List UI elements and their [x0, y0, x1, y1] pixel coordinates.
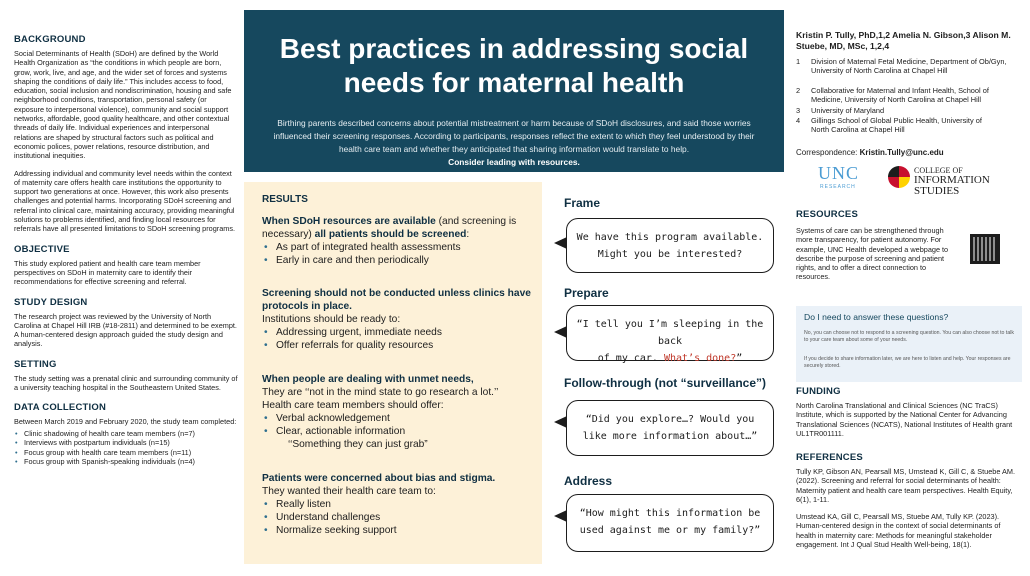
affiliation-number: 3 [796, 106, 801, 115]
results-b3-text-1: They are ‘‘not in the mind state to go research a lot.’’ [262, 387, 499, 398]
faq-answer-1: No, you can choose not to respond to a screening question. You can also choose not to talk to your care team about some of your needs. [804, 330, 1014, 343]
results-b2-item: • Addressing urgent, immediate needs [262, 326, 534, 339]
results-b2-text: Institutions should be ready to: [262, 314, 401, 325]
background-paragraph-1: Social Determinants of Health (SDoH) are defined by the World Health Organization as “the conditions in which people are born, grow, work, live, and age, and the wider set of forces and systems shaping the conditions of daily life.” This includes access to food, education, social inclusion and nondiscrimination, housing and safe neighborhood conditions, transportation, personal safety (or exposure to interpersonal violence), community and social support networks, affordable, good quality healthcare, and other contextual threads of daily life. Individual experiences and interpersonal relations are shaped by structural factors such as political and economic polices, power relations, resource distribution, and institutional inequities. [14, 49, 232, 161]
setting-paragraph: The study setting was a prenatal clinic and surrounding community of a university teaching hospital in the Southeastern United States. [14, 373, 238, 393]
results-b3-text-2: Health care team members should offer: [262, 400, 444, 411]
reference-2: Umstead KA, Gill C, Pearsall MS, Stuebe AM, Tully KP. (2023). Human-centered design in the context of social determinants of health in maternity care: Methods for meaningful stakeholder engagement. Int J Qual Stud Health Well-being, 18(1). [796, 512, 1001, 550]
results-b1-bold-1: When SDoH resources are available [262, 216, 436, 227]
authors-line-2: Stuebe, MD, MSc, 1,2,4 [796, 41, 890, 51]
results-b3-quote: ‘‘Something they can just grab” [288, 439, 428, 450]
affiliation-1 [796, 57, 1022, 76]
results-block-3 [262, 373, 534, 451]
results-b4-item: • Really listen [262, 498, 534, 511]
funding-paragraph: North Carolina Translational and Clinical Sciences (NC TraCS) Institute, which is supported by the National Center for Advancing Translational Sciences (NCATS), National Institutes of Health grant UL1TR001111. [796, 401, 1013, 438]
references-heading: REFERENCES [796, 452, 863, 463]
results-b1-item: • Early in care and then periodically [262, 254, 534, 267]
unc-research-logo [818, 164, 872, 194]
college-logo-line-3: STUDIES [914, 185, 960, 197]
title-line-2: needs for maternal health [343, 67, 685, 98]
affiliation-2 [796, 86, 1022, 105]
follow-bubble [566, 400, 774, 456]
poster-title [244, 32, 784, 100]
results-heading: RESULTS [262, 194, 308, 205]
reference-1: Tully KP, Gibson AN, Pearsall MS, Umstead K, Gill C, & Stuebe AM. (2022). Screening and referral for social determinants of health: Maternity patient and health care team perspectives. Health Equity, 6(1), 1-11. [796, 467, 1015, 504]
affiliation-line: University of North Carolina at Chapel Hill [811, 66, 948, 76]
prepare-line-2a: of my car. [597, 353, 664, 364]
unc-logo-subtext: RESEARCH [820, 184, 856, 190]
affiliation-line: Medicine, University of North Carolina at Chapel Hill [811, 95, 982, 105]
affiliation-number: 1 [796, 57, 801, 66]
funding-section [796, 386, 1022, 446]
results-b3-item: • Clear, actionable information [262, 425, 534, 438]
follow-line-2: like more information about…” [582, 431, 758, 442]
results-b4-item: • Normalize seeking support [262, 524, 534, 537]
results-b3-title [262, 373, 534, 386]
frame-heading: Frame [564, 196, 601, 210]
address-line-1: “How might this information be [579, 508, 761, 519]
prepare-line-2c: ” [736, 353, 743, 364]
affiliation-number: 4 [796, 116, 801, 125]
affiliation-line: Gillings School of Global Public Health, University of [811, 116, 982, 125]
affiliation-line: University of Maryland [811, 106, 885, 115]
resources-paragraph: Systems of care can be strengthened through more transparency, for patient autonomy. For example, UNC Health developed a webpage to describe the purpose of screening and patient rights, and to offer a direct connection to resources. [796, 226, 949, 282]
prepare-line-2b: What’s done? [663, 353, 737, 364]
results-b2-title [262, 287, 534, 313]
objective-paragraph: This study explored patient and health care team member perspectives on SDoH in maternity care to identify their recommendations for effective screening and referral. [14, 258, 201, 287]
faq-answer-2: If you decide to share information later, we are here to listen and help. Your responses are securely stored. [804, 356, 1011, 369]
results-block-2 [262, 287, 534, 352]
unc-logo-text: UNC [818, 163, 860, 183]
authors-line-1: Kristin P. Tully, PhD,1,2 Amelia N. Gibson,3 Alison M. [796, 30, 1011, 40]
results-panel [244, 182, 542, 564]
data-collection-heading: DATA COLLECTION [14, 402, 107, 414]
references-section [796, 452, 1022, 557]
college-logo-line-2: INFORMATION [914, 174, 990, 186]
college-of-information-studies-logo [914, 166, 1010, 197]
results-b4-item: • Understand challenges [262, 511, 534, 524]
address-line-2: used against me or my family?” [579, 525, 761, 536]
results-b4-text: They wanted their health care team to: [262, 486, 436, 497]
correspondence-label: Correspondence: [796, 148, 860, 157]
address-bubble [566, 494, 774, 552]
results-b4-bold: Patients were concerned about bias and stigma. [262, 473, 496, 484]
results-b1-plain: (and screening is necessary) [262, 216, 517, 240]
faq-question: Do I need to answer these questions? [804, 312, 949, 322]
frame-line-2: Might you be interested? [597, 249, 743, 260]
results-b3-bold: When people are dealing with unmet needs, [262, 374, 474, 385]
data-collection-paragraph: Between March 2019 and February 2020, the study team completed: [14, 417, 237, 427]
college-logo-line-1: COLLEGE OF [914, 166, 963, 175]
objective-heading: OBJECTIVE [14, 243, 70, 255]
affiliation-4 [796, 116, 1022, 135]
data-collection-item: • Interviews with postpartum individuals (n=15) [14, 438, 238, 448]
left-column [14, 34, 238, 467]
results-b2-bold: Screening should not be conducted unless clinics have protocols in place. [262, 288, 531, 312]
funding-heading: FUNDING [796, 386, 841, 397]
affiliation-line: Division of Maternal Fetal Medicine, Department of Ob/Gyn, [811, 57, 1007, 66]
affiliation-3 [796, 106, 1022, 115]
prepare-heading: Prepare [564, 286, 609, 300]
university-seal-icon [888, 166, 910, 188]
authors [796, 30, 1022, 52]
address-heading: Address [564, 474, 613, 488]
results-b1-bold-2: all patients should be screened [314, 229, 467, 240]
data-collection-item: • Focus group with Spanish-speaking individuals (n=4) [14, 457, 238, 467]
qr-code-icon [970, 234, 1000, 264]
summary-bold: Consider leading with resources. [448, 157, 580, 167]
results-block-1 [262, 215, 534, 267]
results-b3-item: • Verbal acknowledgement [262, 412, 534, 425]
background-paragraph-2: Addressing individual and community level needs within the context of maternity care offers health care institutions the opportunity to support two generations at once. However, this work also presents challenges and potential harms. Incorporating SDoH screening and referral into clinical care, maintaining accuracy, providing meaningful solutions to problems identified, and finding local resources for referrals have all presented limitations to SDoH screening programs. [14, 168, 236, 234]
title-line-1: Best practices in addressing social [279, 33, 749, 64]
correspondence [796, 148, 944, 157]
results-b1-item: • As part of integrated health assessments [262, 241, 534, 254]
prepare-line-1: “I tell you I’m sleeping in the back [576, 319, 764, 347]
affiliation-line: Collaborative for Maternal and Infant Health, School of [811, 86, 989, 95]
data-collection-item: • Focus group with health care team members (n=11) [14, 448, 238, 458]
correspondence-email[interactable]: Kristin.Tully@unc.edu [859, 148, 944, 157]
study-design-heading: STUDY DESIGN [14, 296, 88, 308]
summary-text: Birthing parents described concerns about potential mistreatment or harm because of SDoH disclosures, and said those worries influenced their screening responses. According to participants, responses reflect the extent to which they feel understood by their health care team and whether they anticipated that sharing information would translate to help. [273, 118, 755, 154]
affiliation-line: North Carolina at Chapel Hill [811, 125, 905, 135]
summary [266, 117, 762, 169]
background-heading: BACKGROUND [14, 34, 86, 45]
results-b2-item: • Offer referrals for quality resources [262, 339, 534, 352]
affiliation-number: 2 [796, 86, 801, 95]
resources-heading: RESOURCES [796, 209, 858, 220]
frame-bubble [566, 218, 774, 273]
data-collection-item: • Clinic shadowing of health care team members (n=7) [14, 429, 238, 439]
prepare-bubble [566, 305, 774, 364]
follow-line-1: “Did you explore…? Would you [585, 414, 755, 425]
study-design-paragraph: The research project was reviewed by the University of North Carolina at Chapel Hill IRB (#18-2811) and determined to be exempt. A human-centered design approach guided the study design and analysis. [14, 311, 237, 349]
results-b4-title [262, 472, 534, 485]
results-block-1-title [262, 215, 534, 241]
follow-through-heading: Follow-through (not “surveillance”) [564, 376, 766, 390]
title-banner [244, 10, 784, 172]
setting-heading: SETTING [14, 358, 57, 370]
results-b1-end: : [466, 229, 470, 240]
frame-line-1: We have this program available. [576, 232, 764, 243]
faq-box [796, 306, 1022, 382]
results-block-4 [262, 472, 534, 537]
